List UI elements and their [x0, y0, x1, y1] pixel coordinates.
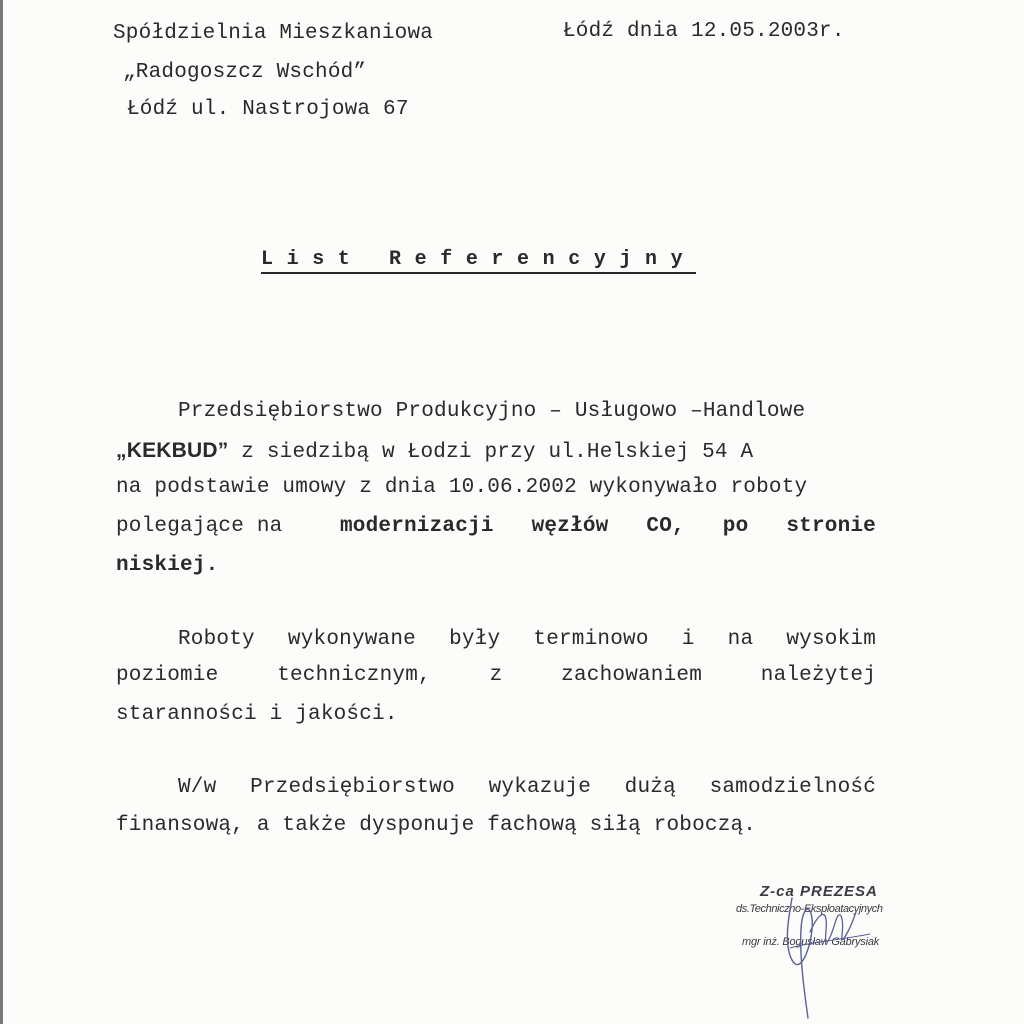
sender-address: Łódź ul. Nastrojowa 67	[127, 98, 409, 121]
p2-line3: staranności i jakości.	[116, 703, 398, 726]
handwritten-signature	[770, 890, 880, 1020]
work-scope: modernizacji węzłów CO, po stronie	[340, 515, 876, 538]
p2-line1: Roboty wykonywane były terminowo i na wysokim	[178, 628, 876, 651]
stamp-position: Z-ca PREZESA	[760, 883, 878, 900]
p1-line4: polegające na modernizacji węzłów CO, po stronie	[116, 515, 876, 538]
stamp-person: mgr inż. Bogusław Gabrysiak	[742, 936, 880, 948]
p1-line3: na podstawie umowy z dnia 10.06.2002 wykonywało roboty	[116, 476, 808, 499]
company-name: „KEKBUD”	[116, 439, 229, 462]
sender-org-name: Spółdzielnia Mieszkaniowa	[113, 22, 434, 45]
p3-line1: W/w Przedsiębiorstwo wykazuje dużą samodzielność	[178, 776, 876, 799]
place-date: Łódź dnia 12.05.2003r.	[563, 20, 845, 43]
p1-line1: Przedsiębiorstwo Produkcyjno – Usługowo –Handlowe	[178, 400, 806, 423]
p1-line2: „KEKBUD” z siedzibą w Łodzi przy ul.Helskiej 54 A	[116, 439, 754, 464]
p1-line5: niskiej.	[116, 554, 219, 577]
sender-org-subname: „Radogoszcz Wschód”	[123, 61, 367, 84]
p3-line2: finansową, a także dysponuje fachową siłą roboczą.	[116, 814, 757, 837]
scan-edge	[0, 0, 3, 1024]
p2-line2: poziomie technicznym, z zachowaniem należytej	[116, 664, 876, 687]
letter-title: List Referencyjny	[261, 249, 696, 274]
stamp-department: ds.Techniczno-Eksploatacyjnych	[736, 903, 883, 915]
